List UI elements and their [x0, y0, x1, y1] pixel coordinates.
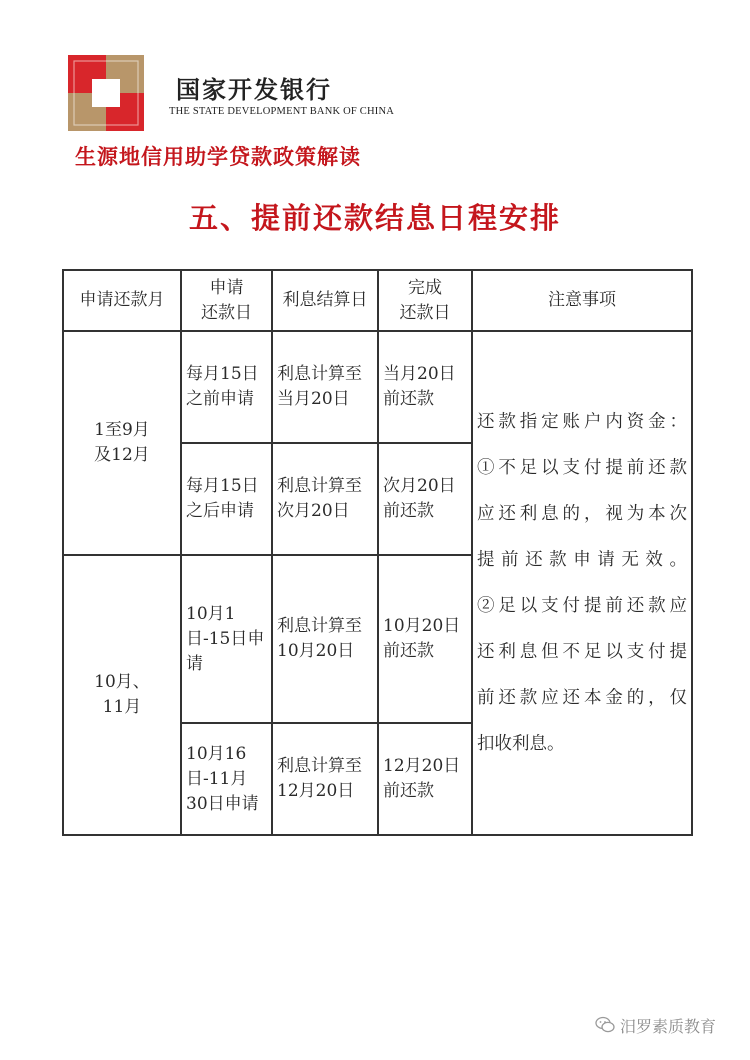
header-apply-date: 申请 还款日 — [181, 270, 272, 331]
page-title: 五、提前还款结息日程安排 — [188, 201, 561, 235]
table-header-row — [63, 270, 692, 331]
note-line: 还款指定账户内资金： — [477, 412, 687, 432]
note-line: 提前还款申请无效。 — [477, 550, 687, 570]
header-notes: 注意事项 — [472, 270, 692, 331]
note-line: 还利息但不足以支付提 — [477, 642, 687, 662]
table-row — [63, 331, 692, 443]
complete-cell: 12月20日前还款 — [378, 723, 472, 835]
note-line: ②足以支付提前还款应 — [477, 596, 687, 616]
bank-name-cn: 国家开发银行 — [176, 75, 332, 104]
note-line: 前还款应还本金的，仅 — [477, 688, 687, 708]
complete-cell: 次月20日前还款 — [378, 443, 472, 555]
note-line: ①不足以支付提前还款 — [477, 458, 687, 478]
header-complete-date: 完成 还款日 — [378, 270, 472, 331]
notes-cell — [472, 331, 692, 835]
note-line: 扣收利息。 — [477, 734, 565, 754]
settle-cell: 利息计算至10月20日 — [272, 555, 378, 723]
settle-cell: 利息计算至12月20日 — [272, 723, 378, 835]
month-cell: 10月、 11月 — [63, 555, 181, 835]
watermark-text: 汨罗素质教育 — [620, 1017, 717, 1036]
apply-cell: 10月16日-11月30日申请 — [181, 723, 272, 835]
schedule-table — [62, 269, 693, 836]
apply-cell: 10月1日-15日申请 — [181, 555, 272, 723]
header-month: 申请还款月 — [63, 270, 181, 331]
month-cell: 1至9月 及12月 — [63, 331, 181, 555]
complete-cell: 10月20日前还款 — [378, 555, 472, 723]
apply-cell: 每月15日之前申请 — [181, 331, 272, 443]
complete-cell: 当月20日前还款 — [378, 331, 472, 443]
settle-cell: 利息计算至次月20日 — [272, 443, 378, 555]
settle-cell: 利息计算至当月20日 — [272, 331, 378, 443]
wechat-icon — [595, 1016, 615, 1034]
subtitle: 生源地信用助学贷款政策解读 — [75, 144, 361, 169]
header-settle-date: 利息结算日 — [272, 270, 378, 331]
apply-cell: 每月15日之后申请 — [181, 443, 272, 555]
bank-logo — [68, 55, 144, 131]
note-line: 应还利息的，视为本次 — [477, 504, 687, 524]
bank-name-en: THE STATE DEVELOPMENT BANK OF CHINA — [169, 106, 395, 117]
